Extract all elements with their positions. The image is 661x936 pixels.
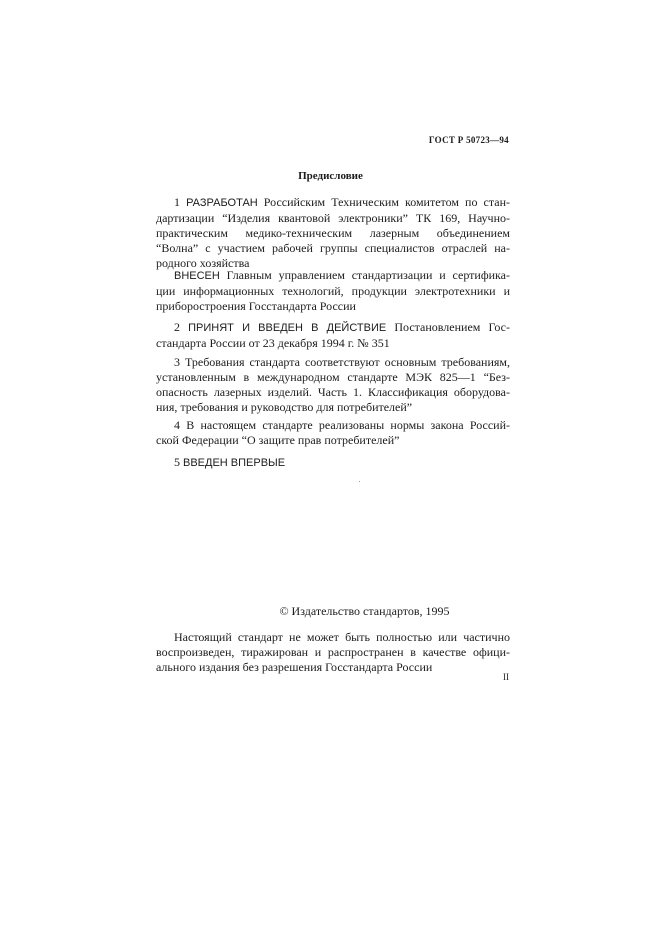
keyword-text: ВВЕДЕН ВПЕРВЫЕ [183,457,286,469]
line-text: Постановлением Гос- [386,320,511,334]
preface-paragraph-4 [156,355,510,415]
text-line: ального издания без разрешения Госстандарта России [156,660,433,674]
copyright-line: © Издательство стандартов, 1995 [279,604,450,618]
text-line: ской Федерации “О защите прав потребителей” [156,433,400,447]
document-code: ГОСТ Р 50723—94 [428,135,509,145]
text-line: опасность лазерных изделий. Часть 1. Классификация оборудова- [156,385,510,399]
text-line: родного хозяйства [156,256,250,270]
preface-paragraph-1 [156,195,510,271]
text-line [156,195,510,211]
text-line: Настоящий стандарт не может быть полностью или частично [174,630,510,644]
line-text: Российским Техническим комитетом по стан- [257,195,510,209]
page-number: II [503,672,509,682]
preface-paragraph-2 [156,268,510,314]
text-line: приборостроения Госстандарта России [156,299,356,313]
text-line: стандарта России от 23 декабря 1994 г. № 351 [156,336,390,350]
text-line: воспроизведен, тиражирован и распространен в качестве офици- [156,645,510,659]
keyword-text: ВНЕСЕН [174,270,220,282]
preface-paragraph-5 [156,418,510,448]
text-line: ния, требования и руководство для потребителей” [156,400,413,414]
keyword-text: РАЗРАБОТАН [186,197,258,209]
text-line [156,320,510,336]
item-number: 2 [174,320,189,334]
text-line: “Волна” с участием рабочей группы специалистов отраслей на- [156,241,510,255]
text-line: дартизации “Изделия квантовой электроники” ТК 169, Научно- [156,211,510,225]
text-line: практическим медико-техническим лазерным объединением [156,226,510,240]
text-line: 3 Требования стандарта соответствуют основным требованиям, [174,355,510,369]
reproduction-notice [156,630,510,675]
text-line: 4 В настоящем стандарте реализованы нормы закона Россий- [174,418,510,432]
text-line [156,268,510,284]
text-line: ции информационных технологий, продукции электротехники и [156,284,510,298]
line-text: Главным управлением стандартизации и сертифика- [219,268,510,282]
item-number: 5 [174,455,183,469]
keyword-text: ПРИНЯТ И ВВЕДЕН В ДЕЙСТВИЕ [188,322,387,334]
item-number: 1 [174,195,187,209]
section-title: Предисловие [298,170,363,182]
text-line [156,455,510,471]
speck [359,481,360,482]
preface-paragraph-6 [156,455,510,471]
text-line: установленным в международном стандарте МЭК 825—1 “Без- [156,370,510,384]
preface-paragraph-3 [156,320,510,351]
